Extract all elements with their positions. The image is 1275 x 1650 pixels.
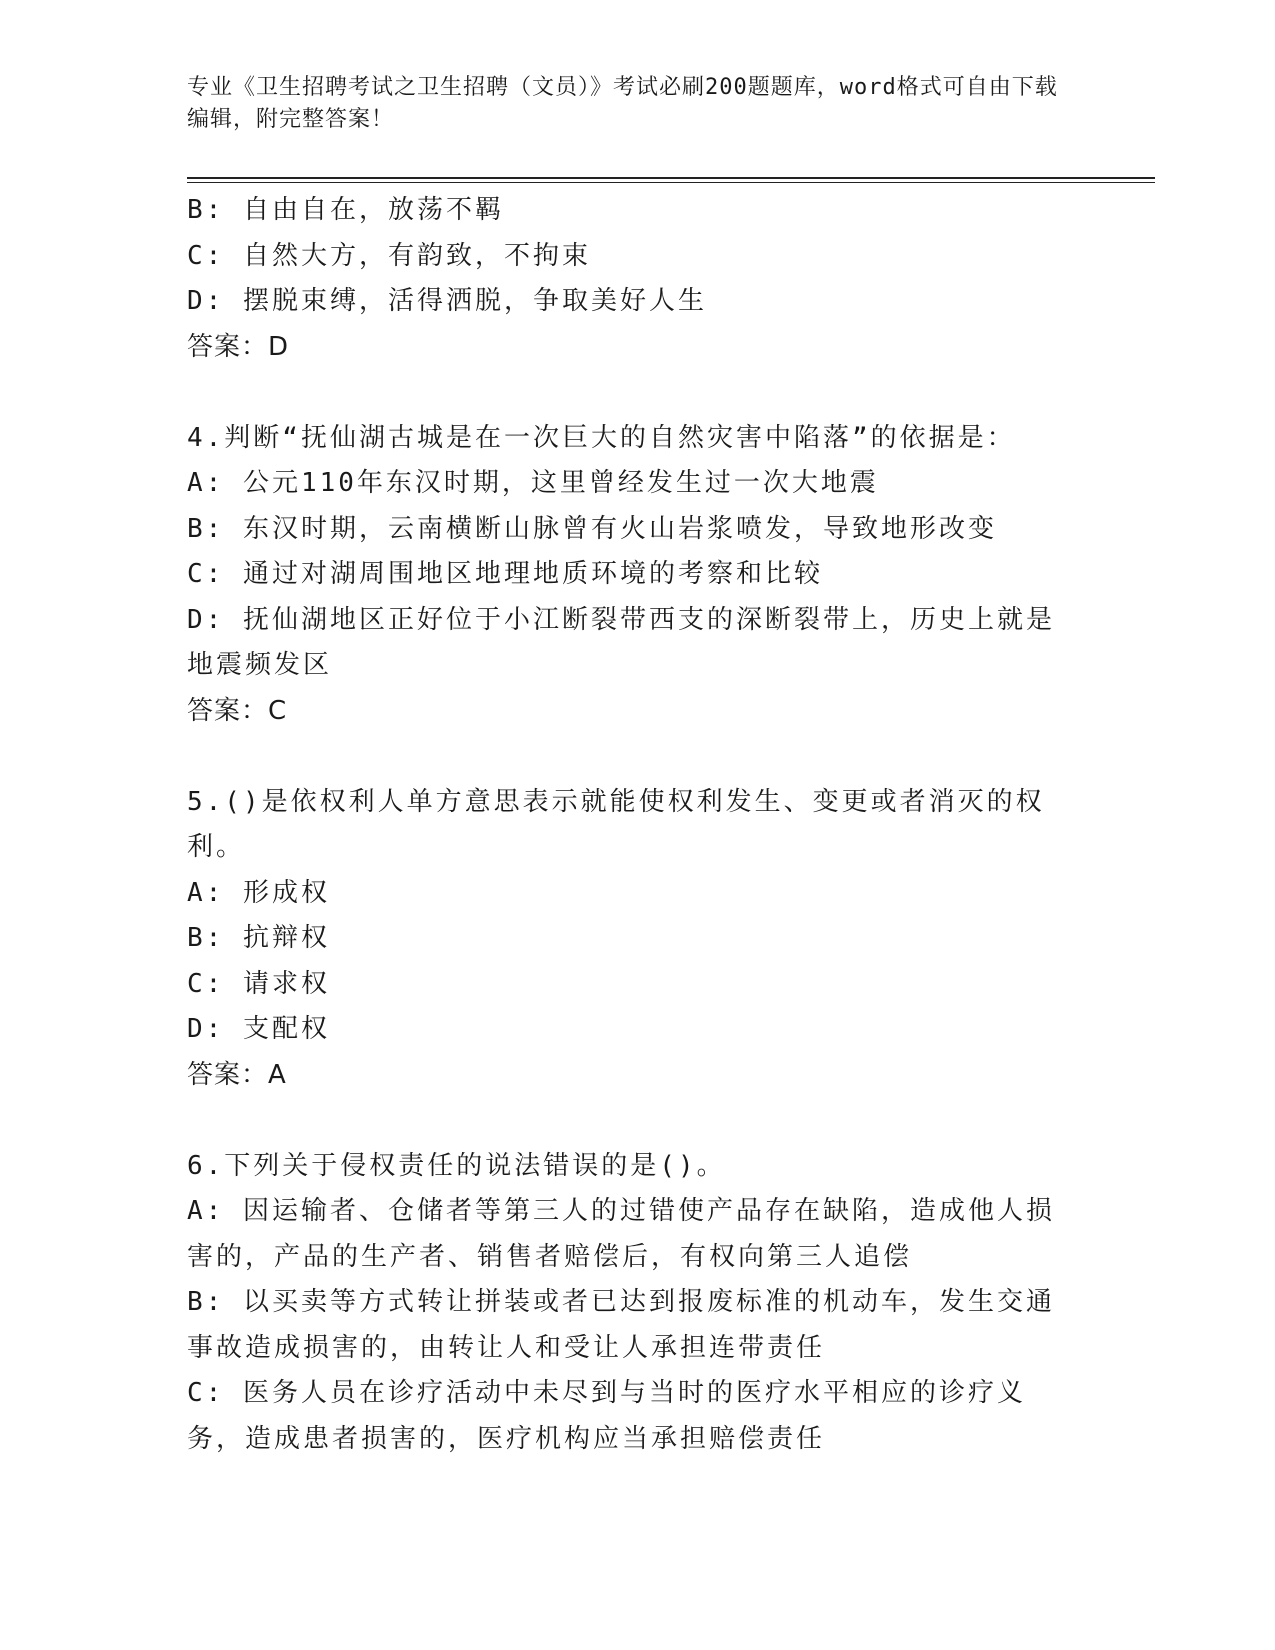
q5-option-b: B: 抗辩权: [187, 923, 330, 953]
spacer: [187, 1098, 1067, 1144]
q5-answer: 答案：A: [187, 1059, 287, 1090]
q6-option-b: B: 以买卖等方式转让拼装或者已达到报废标准的机动车，发生交通事故造成损害的，由转让人和受让人承担连带责任: [187, 1287, 1055, 1363]
q6-option-c: C: 医务人员在诊疗活动中未尽到与当时的医疗水平相应的诊疗义务，造成患者损害的，医疗机构应当承担赔偿责任: [187, 1378, 1026, 1454]
q4-option-a: A: 公元110年东汉时期，这里曾经发生过一次大地震: [187, 468, 879, 498]
q4-option-d: D: 抚仙湖地区正好位于小江断裂带西支的深断裂带上，历史上就是地震频发区: [187, 604, 1055, 680]
q3-option-d: D: 摆脱束缚，活得洒脱，争取美好人生: [187, 286, 707, 316]
q3-option-c: C: 自然大方，有韵致，不拘束: [187, 240, 591, 271]
spacer: [187, 370, 1067, 416]
q5-option-a: A: 形成权: [187, 877, 330, 908]
q5-question: 5.()是依权利人单方意思表示就能使权利发生、变更或者消灭的权利。: [187, 786, 1045, 862]
q6-question: 6.下列关于侵权责任的说法错误的是()。: [187, 1150, 726, 1181]
spacer: [187, 734, 1067, 780]
q4-question: 4.判断“抚仙湖古城是在一次巨大的自然灾害中陷落”的依据是：: [187, 422, 1016, 453]
document-header: 专业《卫生招聘考试之卫生招聘（文员）》考试必刷200题题库，word格式可自由下载编辑，附完整答案！: [187, 75, 1058, 132]
q6-option-a: A: 因运输者、仓储者等第三人的过错使产品存在缺陷，造成他人损害的，产品的生产者、销售者赔偿后，有权向第三人追偿: [187, 1196, 1055, 1272]
question-list: [187, 188, 1067, 1462]
q5-option-c: C: 请求权: [187, 968, 330, 999]
q4-option-b: B: 东汉时期，云南横断山脉曾有火山岩浆喷发，导致地形改变: [187, 513, 997, 544]
q5-option-d: D: 支配权: [187, 1014, 330, 1044]
header-divider-thin: [187, 182, 1155, 183]
q3-answer: 答案：D: [187, 331, 290, 362]
q4-option-c: C: 通过对湖周围地区地理地质环境的考察和比较: [187, 559, 823, 589]
header-divider-thick: [187, 177, 1155, 179]
q4-answer: 答案：C: [187, 695, 288, 726]
q3-option-b: B: 自由自在，放荡不羁: [187, 195, 504, 225]
